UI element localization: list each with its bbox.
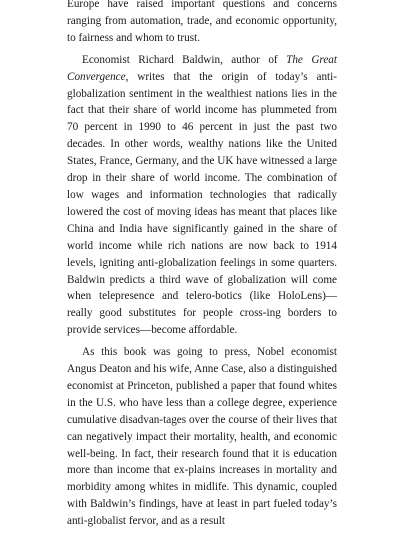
paragraph-baldwin xyxy=(67,52,337,339)
body-text xyxy=(67,0,337,535)
book-title: The Great Convergence xyxy=(67,53,338,83)
paragraph-text-lead: Economist Richard Baldwin, author of xyxy=(82,53,287,66)
paragraph-text: Europe have raised important questions and concerns ranging from automation, trade, and economic opportunity, to fairness and whom to trust. xyxy=(67,0,337,44)
paragraph-deaton xyxy=(67,344,337,530)
paragraph-continued xyxy=(67,0,337,47)
paragraph-text-rest: , writes that the origin of today’s anti-globalization sentiment in the wealthiest nations lies in the fact that their share of world income has plummeted from 70 percent in 1990 to 46 percent in just the past two decades. In other words, wealthy nations like the United States, France, Germany, and the UK have witnessed a large drop in their share of world income. The combination of low wages and information technologies that radically lowered the cost of moving ideas has meant that places like China and India have significantly gained in the share of world income while rich nations are now back to 1914 levels, igniting anti-globalization feelings in some quarters. Baldwin predicts a third wave of globalization will come when telepresence and telero-botics (like HoloLens)—really good substitutes for people cross-ing borders to provide services—become affordable. xyxy=(67,70,337,337)
paragraph-text: As this book was going to press, Nobel economist Angus Deaton and his wife, Anne Case, also a distinguished economist at Princeton, published a paper that found whites in the U.S. who have less than a college degree, experience cumulative disadvan-tages over the course of their lives that can negatively impact their mortality, health, and economic well-being. In fact, their research found that it is education more than income that ex-plains increases in mortality and morbidity among whites in midlife. This dynamic, coupled with Baldwin’s findings, have at least in part fueled today’s anti-globalist fervor, and as a result xyxy=(67,346,337,528)
